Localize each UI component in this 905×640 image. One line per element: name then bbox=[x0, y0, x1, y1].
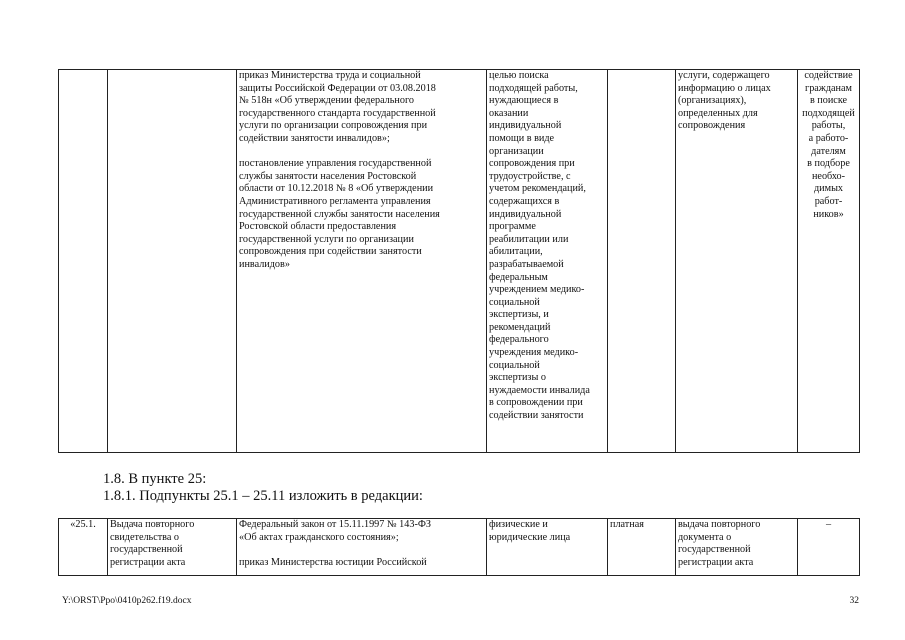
cell-service-name bbox=[108, 70, 237, 453]
section-heading: 1.8. В пункте 25: bbox=[103, 471, 207, 487]
cell-legal-basis: Федеральный закон от 15.11.1997 № 143-ФЗ «Об актах гражданского состояния»; приказ Министерства юстиции Российской bbox=[237, 519, 487, 576]
cell-result: выдача повторного документа о государственной регистрации акта bbox=[676, 519, 798, 576]
cell-payment: платная bbox=[608, 519, 676, 576]
cell-number: «25.1. bbox=[59, 519, 108, 576]
table-row bbox=[59, 519, 860, 576]
cell-applicants: физические и юридические лица bbox=[487, 519, 608, 576]
cell-legal-basis: приказ Министерства труда и социальной защиты Российской Федерации от 03.08.2018 № 518н «Об утверждении федерального государственного стандарта государственной услуги по организации сопровождения при содействии занятости инвалидов»; постановление управления государственной службы занятости населения Ростовской области от 10.12.2018 № 8 «Об утверждении Административного регламента управления государственной службы занятости населения Ростовской области предоставления государственной услуги по организации сопровождения при содействии занятости инвалидов» bbox=[237, 70, 487, 453]
cell-number bbox=[59, 70, 108, 453]
regulation-table bbox=[58, 518, 860, 576]
table-row bbox=[59, 70, 860, 453]
cell-purpose: – bbox=[798, 519, 860, 576]
cell-applicants: целью поиска подходящей работы, нуждающиеся в оказании индивидуальной помощи в виде организации сопровождения при трудоустройстве, с учетом рекомендаций, содержащихся в индивидуальной программе реабилитации или абилитации, разрабатываемой федеральным учреждением медико- социальной экспертизы, и рекомендаций федерального учреждения медико- социальной экспертизы о нуждаемости инвалида в сопровождении при содействии занятости bbox=[487, 70, 608, 453]
cell-purpose: содействие гражданам в поиске подходящей работы, а работо- дателям в подборе необхо- димых работ- ников» bbox=[798, 70, 860, 453]
footer-file-path: Y:\ORST\Ppo\0410p262.f19.docx bbox=[62, 596, 192, 606]
subsection-heading: 1.8.1. Подпункты 25.1 – 25.11 изложить в редакции: bbox=[103, 488, 423, 504]
regulation-table-continued bbox=[58, 69, 860, 453]
cell-service-name: Выдача повторного свидетельства о государственной регистрации акта bbox=[108, 519, 237, 576]
page-number: 32 bbox=[849, 596, 859, 606]
cell-result: услуги, содержащего информацию о лицах (организациях), определенных для сопровождения bbox=[676, 70, 798, 453]
cell-payment bbox=[608, 70, 676, 453]
